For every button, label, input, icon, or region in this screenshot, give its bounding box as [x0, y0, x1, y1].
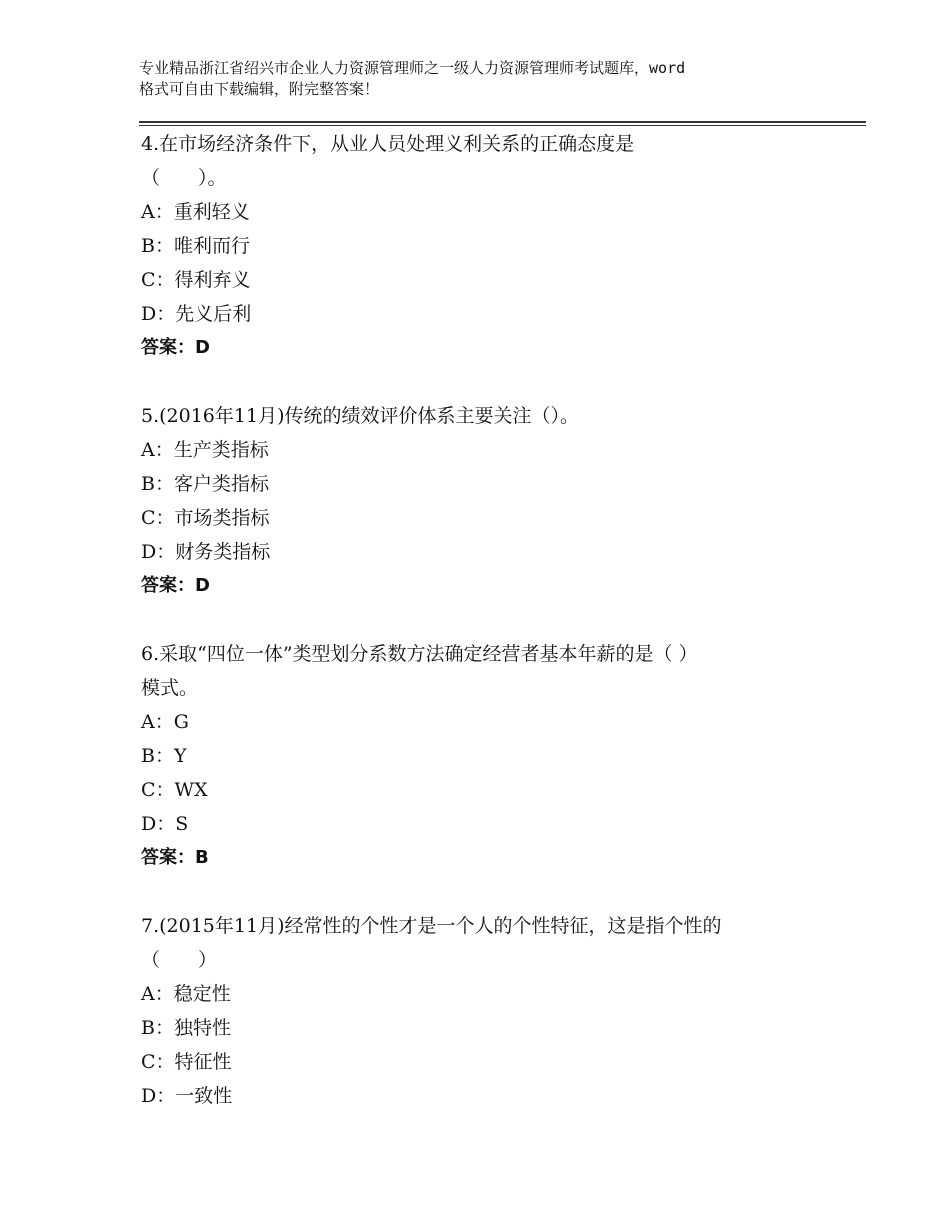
question-stem: 4.在市场经济条件下，从业人员处理义利关系的正确态度是	[141, 133, 635, 155]
answer-line: 答案：B	[141, 847, 209, 868]
option-letter: D：	[141, 813, 176, 835]
option-letter: C：	[141, 507, 175, 529]
header-divider-thin	[139, 125, 866, 126]
option-letter: B：	[141, 745, 174, 767]
option-b	[141, 1011, 841, 1045]
option-d	[141, 297, 841, 331]
option-a	[141, 977, 841, 1011]
question-stem: 6.采取“四位一体”类型划分系数方法确定经营者基本年薪的是（ ）	[141, 643, 698, 665]
option-d	[141, 1079, 841, 1113]
option-a	[141, 705, 841, 739]
document-header	[139, 58, 839, 100]
answer-line: 答案：D	[141, 337, 210, 358]
option-c	[141, 773, 841, 807]
question-stem: 5.(2016年11月)传统的绩效评价体系主要关注（）。	[141, 405, 579, 427]
option-c	[141, 263, 841, 297]
option-letter: B：	[141, 473, 174, 495]
option-text: 市场类指标	[174, 507, 270, 529]
option-a	[141, 433, 841, 467]
option-text: 独特性	[173, 1017, 231, 1039]
question-5	[141, 399, 841, 603]
option-text: 一致性	[175, 1085, 233, 1107]
option-letter: D：	[141, 541, 176, 563]
option-a	[141, 195, 841, 229]
option-c	[141, 1045, 841, 1079]
question-stem-continued: 模式。	[141, 677, 199, 699]
option-text: 唯利而行	[173, 235, 250, 257]
option-text: 重利轻义	[173, 201, 250, 223]
question-stem: 7.(2015年11月)经常性的个性才是一个人的个性特征，这是指个性的	[141, 915, 722, 937]
header-line-1: 专业精品浙江省绍兴市企业人力资源管理师之一级人力资源管理师考试题库，word	[139, 59, 686, 77]
option-text: S	[175, 813, 189, 835]
option-text: G	[173, 711, 189, 733]
option-d	[141, 535, 841, 569]
option-c	[141, 501, 841, 535]
option-letter: A：	[141, 201, 174, 223]
option-text: 先义后利	[175, 303, 252, 325]
option-letter: C：	[141, 779, 175, 801]
header-line-2: 格式可自由下载编辑，附完整答案！	[139, 80, 380, 98]
option-letter: D：	[141, 303, 176, 325]
option-letter: B：	[141, 1017, 174, 1039]
option-text: 稳定性	[173, 983, 231, 1005]
question-6	[141, 637, 841, 875]
question-4	[141, 127, 841, 365]
option-d	[141, 807, 841, 841]
option-text: 客户类指标	[173, 473, 269, 495]
option-letter: B：	[141, 235, 174, 257]
question-list	[141, 127, 841, 1147]
option-b	[141, 467, 841, 501]
question-stem-continued: （ ）	[141, 949, 218, 971]
option-b	[141, 739, 841, 773]
option-text: 生产类指标	[173, 439, 269, 461]
header-divider-thick	[139, 121, 866, 123]
option-letter: A：	[141, 711, 174, 733]
option-letter: A：	[141, 439, 174, 461]
option-letter: A：	[141, 983, 174, 1005]
question-7	[141, 909, 841, 1113]
option-text: 得利弃义	[174, 269, 251, 291]
option-letter: C：	[141, 269, 175, 291]
answer-line: 答案：D	[141, 575, 210, 596]
option-letter: C：	[141, 1051, 175, 1073]
option-text: 财务类指标	[175, 541, 271, 563]
option-text: WX	[174, 779, 208, 801]
question-stem-continued: （ ）。	[141, 167, 227, 189]
option-text: Y	[173, 745, 187, 767]
option-b	[141, 229, 841, 263]
option-letter: D：	[141, 1085, 176, 1107]
option-text: 特征性	[174, 1051, 232, 1073]
